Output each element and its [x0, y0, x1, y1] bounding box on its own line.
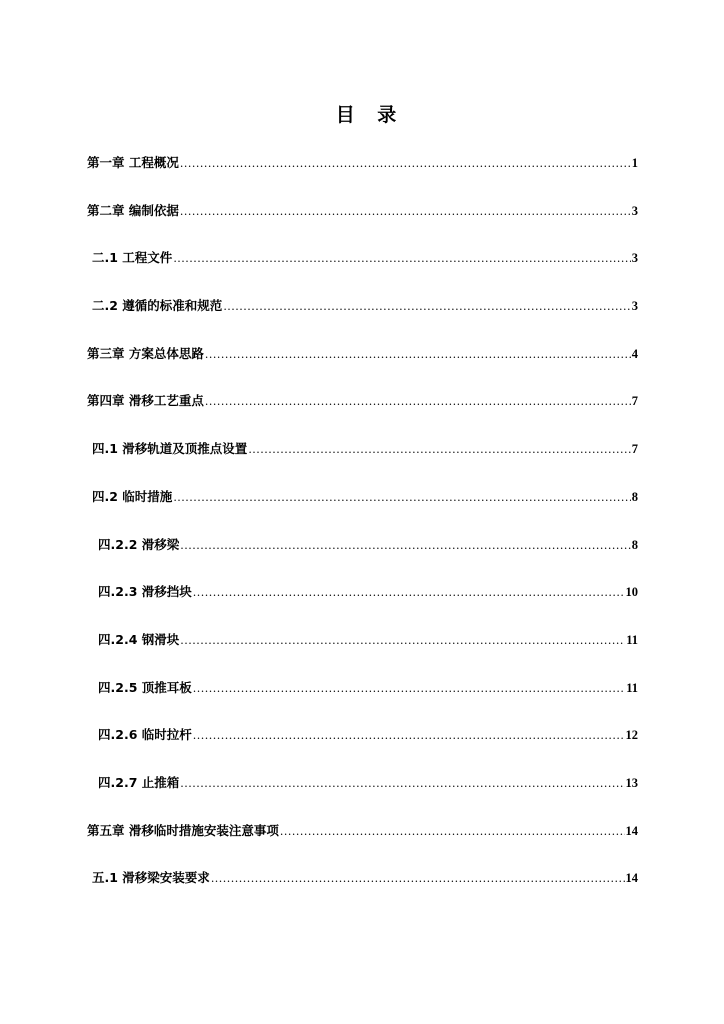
toc-title: 目 录: [335, 104, 405, 126]
toc-entry-page-number: 13: [625, 775, 638, 790]
toc-entry-page-number: 1: [631, 156, 638, 170]
toc-entry[interactable]: [87, 535, 638, 583]
toc-entry-label: 第二章 编制依据: [87, 202, 179, 218]
toc-entry[interactable]: [87, 439, 638, 487]
toc-entry-label: 二.1 工程文件: [92, 250, 173, 266]
toc-entry-label: 四.2.2 滑移梁: [98, 536, 180, 552]
toc-entry[interactable]: [87, 391, 638, 439]
toc-entry-page-number: 11: [626, 632, 638, 647]
toc-entry[interactable]: [87, 296, 638, 344]
toc-dot-leader: [180, 634, 625, 647]
toc-entry-page-number: 4: [631, 346, 638, 361]
toc-dot-leader: [180, 539, 631, 552]
toc-entry-label: 四.2.7 止推箱: [98, 774, 180, 790]
toc-entry[interactable]: [87, 678, 638, 726]
toc-entry-label: 四.2.6 临时拉杆: [98, 727, 192, 743]
toc-entry-label: 第一章 工程概况: [87, 155, 179, 170]
toc-entry-page-number: 8: [631, 537, 638, 552]
toc-entry-page-number: 10: [625, 585, 638, 600]
toc-entry-page-number: 7: [631, 442, 638, 457]
toc-dot-leader: [193, 682, 625, 695]
toc-entry-page-number: 14: [625, 823, 638, 838]
toc-entry[interactable]: [87, 821, 638, 869]
toc-entry[interactable]: [87, 725, 638, 773]
toc-entry-label: 第四章 滑移工艺重点: [87, 393, 204, 409]
toc-dot-leader: [223, 300, 630, 313]
toc-entry-page-number: 14: [625, 871, 638, 886]
toc-dot-leader: [205, 395, 631, 408]
toc-dot-leader: [180, 777, 624, 790]
toc-entry-label: 四.2.4 钢滑块: [98, 631, 180, 647]
toc-entry-page-number: 8: [631, 489, 638, 504]
toc-dot-leader: [205, 348, 631, 361]
toc-entry[interactable]: [87, 201, 638, 249]
toc-dot-leader: [211, 872, 625, 885]
toc-entry-page-number: 3: [631, 251, 638, 266]
toc-entry[interactable]: [87, 773, 638, 821]
toc-entry-page-number: 7: [631, 394, 638, 409]
toc-entry[interactable]: [87, 153, 638, 201]
toc-entry-label: 第五章 滑移临时措施安装注意事项: [87, 822, 279, 838]
toc-list: [87, 153, 638, 916]
toc-entry[interactable]: [87, 630, 638, 678]
toc-entry-page-number: 11: [626, 680, 638, 695]
toc-entry[interactable]: [87, 344, 638, 392]
toc-dot-leader: [193, 729, 625, 742]
toc-entry[interactable]: [87, 868, 638, 916]
toc-entry-label: 五.1 滑移梁安装要求: [92, 870, 210, 886]
toc-entry-label: 二.2 遵循的标准和规范: [92, 298, 223, 314]
toc-entry[interactable]: [87, 248, 638, 296]
toc-entry-page-number: 12: [625, 728, 638, 743]
toc-dot-leader: [180, 157, 631, 170]
toc-entry-label: 四.2.3 滑移挡块: [98, 584, 192, 600]
toc-dot-leader: [180, 205, 631, 218]
toc-dot-leader: [248, 443, 630, 456]
toc-entry[interactable]: [87, 487, 638, 535]
toc-dot-leader: [280, 825, 625, 838]
toc-dot-leader: [193, 586, 625, 599]
toc-entry-label: 四.2.5 顶推耳板: [98, 679, 192, 695]
toc-entry-label: 四.2 临时措施: [92, 488, 173, 504]
toc-entry-page-number: 3: [631, 203, 638, 218]
toc-entry-page-number: 3: [631, 299, 638, 314]
toc-dot-leader: [173, 252, 630, 265]
toc-entry-label: 四.1 滑移轨道及顶推点设置: [92, 441, 248, 457]
toc-dot-leader: [173, 491, 630, 504]
toc-entry-label: 第三章 方案总体思路: [87, 345, 204, 361]
toc-entry[interactable]: [87, 582, 638, 630]
